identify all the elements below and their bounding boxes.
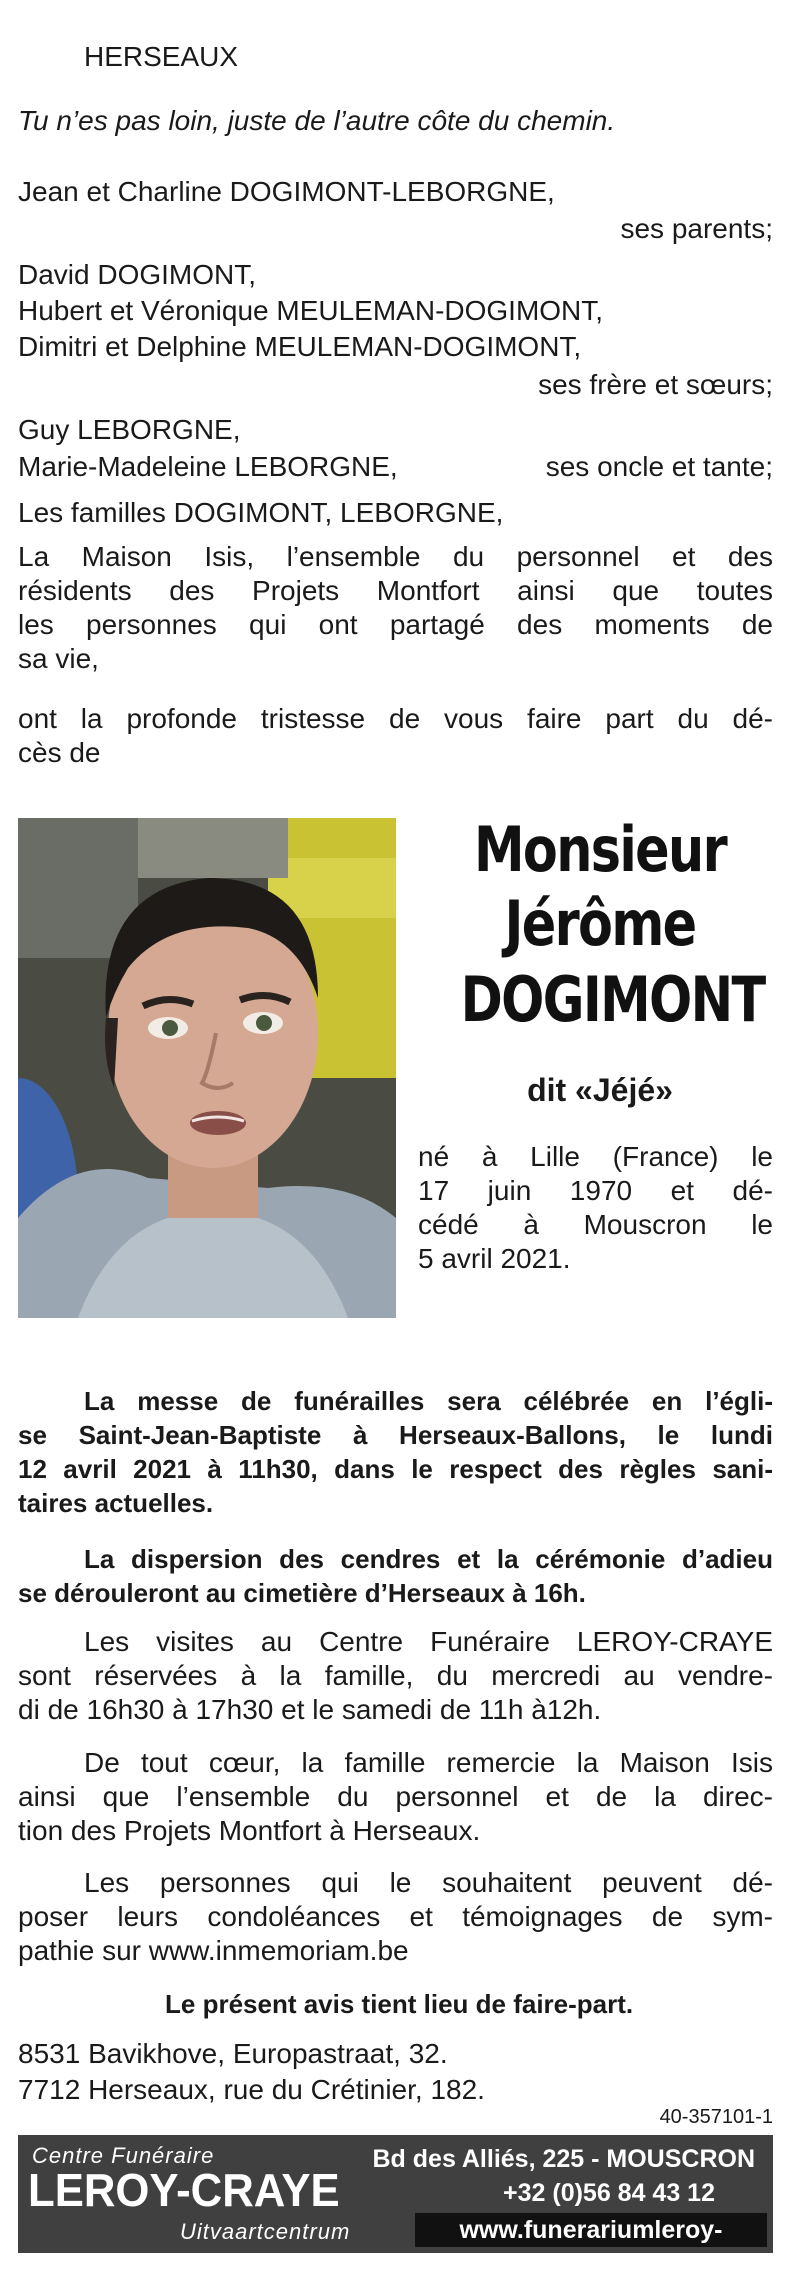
birth-paragraph bbox=[418, 1140, 773, 1276]
institution-line: les personnes qui ont partagé des moments de bbox=[18, 609, 773, 640]
deceased-first-name: Jérôme bbox=[504, 887, 696, 960]
funeral-paragraph bbox=[18, 1384, 773, 1520]
condolences-line: pathie sur www.inmemoriam.be bbox=[18, 1935, 409, 1966]
visits-line: di de 16h30 à 17h30 et le samedi de 11h à12h. bbox=[18, 1694, 602, 1725]
institution-line: sa vie, bbox=[18, 643, 99, 674]
address-line: 7712 Herseaux, rue du Crétinier, 182. bbox=[18, 2074, 485, 2105]
announce-line: cès de bbox=[18, 737, 101, 768]
institution-paragraph bbox=[18, 540, 773, 676]
birth-line: 5 avril 2021. bbox=[418, 1243, 571, 1274]
funeral-home-banner bbox=[18, 2135, 773, 2278]
brand-name: LEROY-CRAYE bbox=[28, 2164, 340, 2216]
thanks-paragraph bbox=[18, 1746, 773, 1848]
portrait-photo bbox=[18, 818, 396, 1318]
condolences-line: Les personnes qui le souhaitent peuvent dé- bbox=[84, 1867, 773, 1898]
announce-line: ont la profonde tristesse de vous faire part du dé- bbox=[18, 703, 773, 734]
nickname: dit «Jéjé» bbox=[527, 1072, 673, 1108]
address-line: 8531 Bavikhove, Europastraat, 32. bbox=[18, 2038, 448, 2069]
dispersion-line: se dérouleront au cimetière d’Herseaux à 16h. bbox=[18, 1578, 586, 1608]
thanks-line: ainsi que l’ensemble du personnel et de la direc- bbox=[18, 1781, 773, 1812]
visits-line: sont réservées à la famille, du mercredi au vendre- bbox=[18, 1660, 773, 1691]
families: Les familles DOGIMONT, LEBORGNE, bbox=[18, 497, 504, 528]
condolences-paragraph bbox=[18, 1866, 773, 1968]
reference-number: 40-357101-1 bbox=[659, 2106, 773, 2128]
dispersion-line: La dispersion des cendres et la cérémonie d’adieu bbox=[84, 1544, 773, 1574]
funeral-line: La messe de funérailles sera célébrée en l’égli- bbox=[84, 1386, 773, 1416]
funeral-line: se Saint-Jean-Baptiste à Herseaux-Ballons, le lundi bbox=[18, 1420, 773, 1450]
visits-paragraph bbox=[18, 1625, 773, 1727]
funeral-line: taires actuelles. bbox=[18, 1488, 214, 1518]
deceased-title: Monsieur bbox=[473, 813, 727, 886]
aunt-name: Marie-Madeleine LEBORGNE, bbox=[18, 451, 398, 482]
thanks-line: De tout cœur, la famille remercie la Maison Isis bbox=[84, 1747, 773, 1778]
funeral-line: 12 avril 2021 à 11h30, dans le respect des règles sani- bbox=[18, 1454, 773, 1484]
sibling-line: David DOGIMONT, bbox=[18, 259, 257, 290]
uitvaart-label: Uitvaartcentrum bbox=[180, 2219, 351, 2244]
condolences-line: poser leurs condoléances et témoignages de sym- bbox=[18, 1901, 773, 1932]
birth-line: né à Lille (France) le bbox=[418, 1141, 773, 1172]
thanks-line: tion des Projets Montfort à Herseaux. bbox=[18, 1815, 481, 1846]
banner-phone: +32 (0)56 84 43 12 bbox=[503, 2179, 715, 2207]
dispersion-paragraph bbox=[18, 1542, 773, 1610]
institution-line: La Maison Isis, l’ensemble du personnel et des bbox=[18, 541, 773, 572]
banner-address: Bd des Alliés, 225 - MOUSCRON bbox=[372, 2145, 755, 2173]
deceased-last-name: DOGIMONT bbox=[460, 963, 765, 1036]
sibling-line: Dimitri et Delphine MEULEMAN-DOGIMONT, bbox=[18, 331, 582, 362]
quote: Tu n’es pas loin, juste de l’autre côte du chemin. bbox=[18, 105, 616, 136]
banner-website[interactable]: www.funerariumleroy-craye.com bbox=[415, 2213, 767, 2247]
visits-line: Les visites au Centre Funéraire LEROY-CRAYE bbox=[84, 1626, 773, 1657]
birth-line: cédé à Mouscron le bbox=[418, 1209, 773, 1240]
announce-paragraph bbox=[18, 702, 773, 770]
siblings-role: ses frère et sœurs; bbox=[538, 369, 773, 400]
portrait-image bbox=[18, 818, 396, 1318]
parents-names: Jean et Charline DOGIMONT-LEBORGNE, bbox=[18, 176, 555, 207]
centre-label: Centre Funéraire bbox=[32, 2143, 215, 2168]
uncle-aunt-role: ses oncle et tante; bbox=[545, 451, 773, 482]
institution-line: résidents des Projets Montfort ainsi que toutes bbox=[18, 575, 773, 606]
notice-statement: Le présent avis tient lieu de faire-part. bbox=[165, 1989, 634, 2019]
birth-line: 17 juin 1970 et dé- bbox=[418, 1175, 773, 1206]
parents-role: ses parents; bbox=[620, 213, 773, 244]
town-heading: HERSEAUX bbox=[84, 41, 239, 72]
sibling-line: Hubert et Véronique MEULEMAN-DOGIMONT, bbox=[18, 295, 604, 326]
uncle-name: Guy LEBORGNE, bbox=[18, 414, 241, 445]
